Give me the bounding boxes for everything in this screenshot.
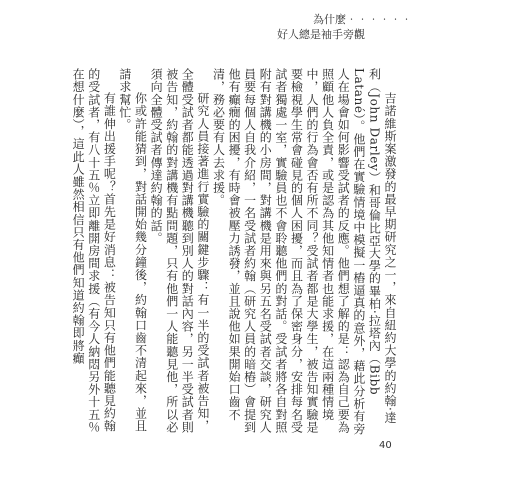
paragraph: 你或許能猜到，對話開始幾分鐘後，約翰口齒不清起來，並且請求幫忙。 — [117, 68, 148, 433]
page-number: 40 — [379, 440, 392, 451]
vertical-body-text — [71, 68, 397, 436]
header-subtitle: 好人總是袖手旁觀 — [277, 28, 365, 41]
running-header — [277, 12, 412, 42]
paragraph: 吉諾維斯案激發的最早期研究之一，來自紐約大學的約翰‧達利（John Darley）和哥倫比亞大學的畢柏‧拉塔內（Bibb Latané）。他們在實驗情境中模擬一樁逼真的意外，藉此分析有旁人在場會如何影響受試者的反應。他們想了解的是：認為自己要為照顧他人負全責，或是認為其他知情者也能求援，在這兩種情境中，人們的行為會否有所不同？受試者都是大學生，被告知實驗是要檢視學生常會碰見的個人困擾，而且為了保密身分，安排每名受試者獨處一室，實驗員也不會聆聽他們的對話。受試者將各自對照附有對講機的小房間，對講機是用來與另五名受試者交談，研究人員要每個人自我介紹，一名受試者約翰（研究人員的暗樁）會提到他有癲癇的困擾，有時會被壓力誘發，並且說他如果開始口齒不清，務必要有人去求援。 — [211, 68, 397, 436]
paragraph: 有誰伸出援手呢？首先是好消息：被告知只有他們能聽見約翰的受試者，有八十五％立即離開房間求援（有今人納悶另外十五％在想什麼），這此人雖然相信只有他們知道約翰即將癲 — [71, 68, 117, 434]
paragraph: 研究人員接著進行實驗的關鍵步驟：有一半的受試者被告知，全體受試者都能透過對講機聽到別人的對話內容，另一半受試者則被告知，約翰的對講機有點問題，只有他們一人能聽見他，所以必須向全體受試者傳達約翰的話。 — [149, 68, 210, 434]
header-title: 為什麼‧‧‧‧‧‧ — [313, 13, 412, 26]
